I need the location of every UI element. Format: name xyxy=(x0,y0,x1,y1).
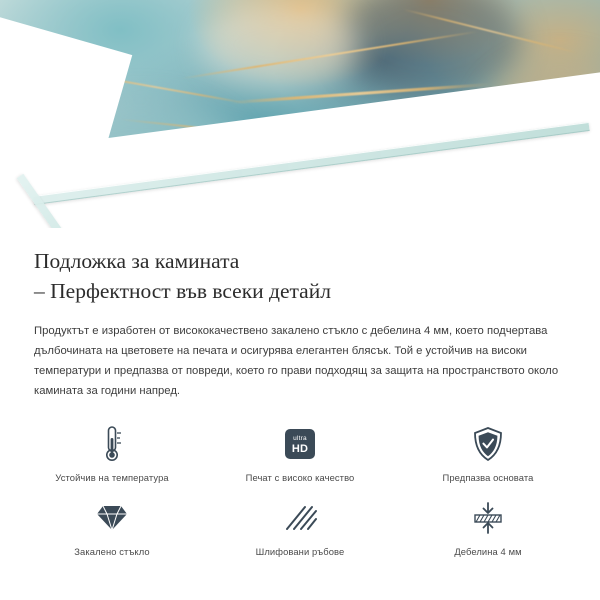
feature-item-temperature xyxy=(18,423,206,483)
feature-label: Печат с високо качество xyxy=(245,472,355,483)
feature-item-protection xyxy=(394,423,582,483)
glass-panel-shape xyxy=(0,0,600,228)
feature-label: Закалено стъкло xyxy=(74,546,150,557)
feature-label: Шлифовани ръбове xyxy=(255,546,345,557)
hero-image xyxy=(0,0,600,228)
feature-label: Устойчив на температура xyxy=(55,472,169,483)
polished-edges-icon xyxy=(283,497,317,539)
feature-grid xyxy=(0,423,600,557)
page-title xyxy=(34,246,566,306)
feature-label: Предпазва основата xyxy=(442,472,534,483)
headline-line-1: Подложка за камината xyxy=(34,249,240,273)
shield-check-icon xyxy=(472,423,504,465)
thickness-icon xyxy=(471,497,505,539)
feature-item-thickness xyxy=(394,497,582,557)
hd-label: HD xyxy=(291,443,309,455)
feature-item-print-quality xyxy=(206,423,394,483)
product-description: Продуктът е изработен от висококачествено закалено стъкло с дебелина 4 мм, което подчертава дълбочината на цветовете на печата и осигурява елегантен блясък. Той е устойчив на високи температури и предпазва от повреди, което го прави подходящ за защита на пространството около камината за години напред. xyxy=(34,325,559,397)
ultra-hd-icon xyxy=(285,423,315,465)
headline-line-2: – Перфектност във всеки детайл xyxy=(34,279,331,303)
sparkle-icon xyxy=(514,156,548,190)
feature-item-polished-edges xyxy=(206,497,394,557)
thermometer-icon xyxy=(100,423,124,465)
ultra-label: ultra xyxy=(293,435,307,442)
diamond-icon xyxy=(94,497,130,539)
feature-item-tempered-glass xyxy=(18,497,206,557)
content-block xyxy=(0,228,600,401)
feature-label: Дебелина 4 мм xyxy=(454,546,522,557)
sparkle-icon xyxy=(556,184,575,203)
